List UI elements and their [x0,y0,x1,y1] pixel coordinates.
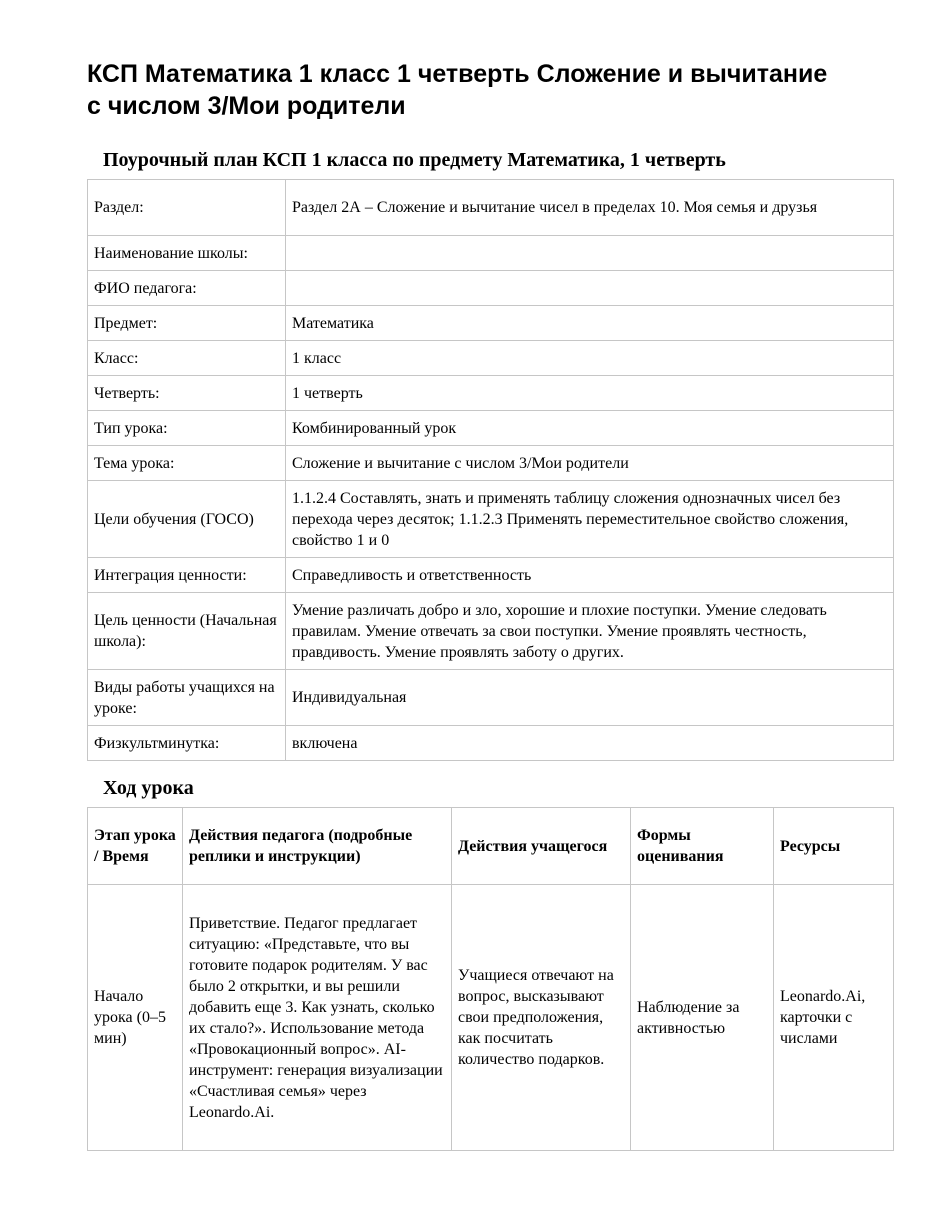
row-value: 1.1.2.4 Составлять, знать и применять таблицу сложения однозначных чисел без перехода через десяток; 1.1.2.3 Применять переместительное свойство сложения, свойство 1 и 0 [286,481,894,558]
table-row [88,376,894,411]
table-row [88,180,894,236]
table-row [88,341,894,376]
row-value: 1 четверть [286,376,894,411]
row-value: Сложение и вычитание с числом 3/Мои родители [286,446,894,481]
table-row [88,481,894,558]
row-label: Цели обучения (ГОСО) [88,481,286,558]
table-row [88,306,894,341]
table-row [88,593,894,670]
table-row [88,558,894,593]
cell-resources: Leonardo.Ai, карточки с числами [774,885,894,1151]
row-label: Виды работы учащихся на уроке: [88,670,286,726]
row-value: Индивидуальная [286,670,894,726]
column-header-student: Действия учащегося [452,808,631,885]
row-value: Раздел 2А – Сложение и вычитание чисел в пределах 10. Моя семья и друзья [286,180,894,236]
row-value: Справедливость и ответственность [286,558,894,593]
column-header-teacher: Действия педагога (подробные реплики и инструкции) [183,808,452,885]
table-header-row [88,808,894,885]
row-label: ФИО педагога: [88,271,286,306]
table-row [88,271,894,306]
row-label: Интеграция ценности: [88,558,286,593]
row-label: Наименование школы: [88,236,286,271]
plan-heading: Поурочный план КСП 1 класса по предмету Математика, 1 четверть [103,149,726,171]
row-label: Тема урока: [88,446,286,481]
row-value: 1 класс [286,341,894,376]
lesson-heading: Ход урока [103,777,194,799]
column-header-resources: Ресурсы [774,808,894,885]
row-value [286,271,894,306]
row-label: Раздел: [88,180,286,236]
row-value: Комбинированный урок [286,411,894,446]
cell-teacher: Приветствие. Педагог предлагает ситуацию: «Представьте, что вы готовите подарок родителям. У вас было 2 открытки, и вы решили добавить еще 3. Как узнать, сколько их стало?». Использование метода «Провокационный вопрос». AI-инструмент: генерация визуализации «Счастливая семья» через Leonardo.Ai. [183,885,452,1151]
row-value: включена [286,726,894,761]
cell-assessment: Наблюдение за активностью [631,885,774,1151]
table-row [88,446,894,481]
row-label: Класс: [88,341,286,376]
table-row [88,726,894,761]
row-value: Математика [286,306,894,341]
row-value [286,236,894,271]
table-row [88,885,894,1151]
cell-stage: Начало урока (0–5 мин) [88,885,183,1151]
lesson-info-table [87,179,894,761]
table-row [88,670,894,726]
row-label: Цель ценности (Начальная школа): [88,593,286,670]
column-header-assessment: Формы оценивания [631,808,774,885]
row-value: Умение различать добро и зло, хорошие и плохие поступки. Умение следовать правилам. Умение отвечать за свои поступки. Умение проявлять честность, правдивость. Умение проявлять заботу о других. [286,593,894,670]
row-label: Тип урока: [88,411,286,446]
cell-student: Учащиеся отвечают на вопрос, высказывают свои предположения, как посчитать количество подарков. [452,885,631,1151]
document-title: КСП Математика 1 класс 1 четверть Сложение и вычитание с числом 3/Мои родители [87,60,828,120]
row-label: Предмет: [88,306,286,341]
table-row [88,236,894,271]
column-header-stage: Этап урока / Время [88,808,183,885]
row-label: Четверть: [88,376,286,411]
lesson-flow-table [87,807,894,1151]
table-row [88,411,894,446]
row-label: Физкультминутка: [88,726,286,761]
